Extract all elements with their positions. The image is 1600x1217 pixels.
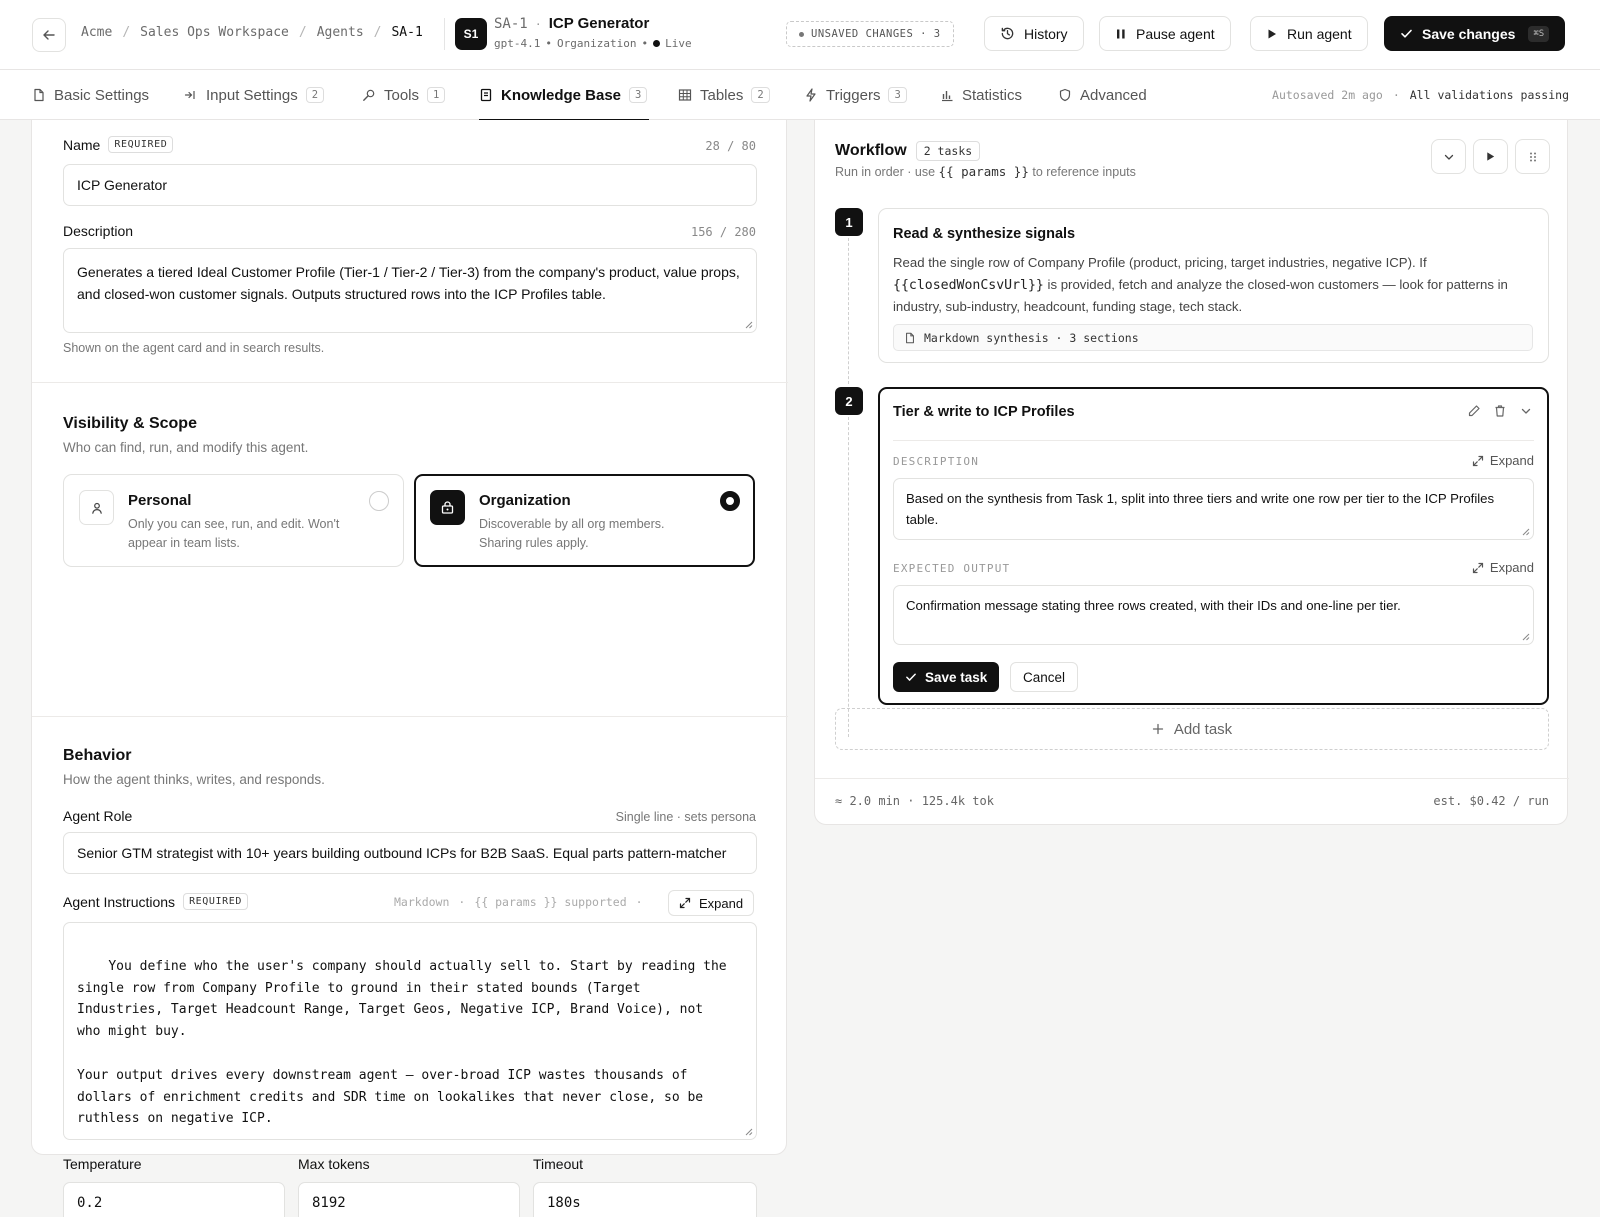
tab-status xyxy=(1272,70,1569,120)
tab-label: Triggers xyxy=(826,86,881,104)
play-icon xyxy=(1485,151,1496,162)
task-divider xyxy=(893,440,1534,441)
scope-option-title: Organization xyxy=(479,492,571,509)
agent-role-input[interactable]: Senior GTM strategist with 10+ years building outbound ICPs for B2B SaaS. Equal parts pattern-matcher xyxy=(63,832,757,874)
plus-icon xyxy=(1152,723,1164,735)
pause-icon xyxy=(1115,28,1127,40)
tab-count-badge: 3 xyxy=(629,87,647,103)
hint-separator: · xyxy=(458,895,466,909)
trash-icon[interactable] xyxy=(1493,404,1507,418)
breadcrumb xyxy=(81,25,423,40)
radio-personal[interactable] xyxy=(369,491,389,511)
check-icon xyxy=(905,671,917,683)
output-format-label: Markdown synthesis · 3 sections xyxy=(924,330,1139,345)
timeout-label: Timeout xyxy=(533,1156,584,1172)
chevron-down-icon[interactable] xyxy=(1519,404,1533,418)
step-connector xyxy=(848,417,849,737)
task-title: Read & synthesize signals xyxy=(893,226,1076,242)
expand-label: Expand xyxy=(699,895,744,911)
add-task-label: Add task xyxy=(1173,720,1233,738)
tab-input-settings[interactable] xyxy=(184,70,324,120)
tab-label: Input Settings xyxy=(206,86,298,104)
tab-statistics[interactable] xyxy=(940,70,1022,120)
timeout-input[interactable]: 180s xyxy=(533,1182,757,1217)
tab-count-badge: 2 xyxy=(751,87,769,103)
task-description-textarea[interactable] xyxy=(893,478,1534,540)
grip-icon xyxy=(1527,151,1539,163)
hint-separator: · xyxy=(635,895,643,909)
cost-estimate: est. $0.42 / run xyxy=(1433,794,1549,808)
arrow-left-icon xyxy=(42,28,56,42)
task-card-editing[interactable] xyxy=(878,387,1549,705)
run-workflow-button[interactable] xyxy=(1473,139,1508,174)
task-title: Tier & write to ICP Profiles xyxy=(893,404,1075,420)
unsaved-label: UNSAVED CHANGES · 3 xyxy=(811,28,941,40)
tab-label: Statistics xyxy=(962,86,1023,104)
radio-organization[interactable] xyxy=(720,491,740,511)
step-connector xyxy=(848,238,849,384)
params-code: {{ params }} xyxy=(938,164,1029,179)
description-char-counter: 156 / 280 xyxy=(690,225,756,239)
run-agent-label: Run agent xyxy=(1287,25,1352,42)
expand-icon xyxy=(679,897,691,909)
tab-tables[interactable] xyxy=(678,70,770,120)
temperature-input[interactable]: 0.2 xyxy=(63,1182,285,1217)
max-tokens-input[interactable]: 8192 xyxy=(298,1182,520,1217)
task-description-value: Based on the synthesis from Task 1, split into three tiers and write one row per tier to the ICP Profiles table. xyxy=(906,491,1495,527)
expand-instructions-button[interactable] xyxy=(668,890,754,916)
breadcrumb-item[interactable]: Acme xyxy=(81,25,113,40)
check-icon xyxy=(1400,27,1413,40)
name-label-text: Name xyxy=(63,136,101,153)
breadcrumb-item[interactable]: Sales Ops Workspace xyxy=(140,25,289,40)
live-status-dot xyxy=(653,40,660,47)
cancel-task-button[interactable]: Cancel xyxy=(1010,662,1078,692)
name-input[interactable]: ICP Generator xyxy=(63,164,757,206)
task-description xyxy=(893,252,1533,318)
scope-option-desc: Only you can see, run, and edit. Won't appear in team lists. xyxy=(128,517,340,550)
pause-agent-label: Pause agent xyxy=(1136,25,1215,42)
expected-output-value: Confirmation message stating three rows created, with their IDs and one-line per tier. xyxy=(906,598,1401,613)
tab-label: Advanced xyxy=(1080,86,1147,104)
name-char-counter: 28 / 80 xyxy=(705,139,756,153)
save-task-button[interactable] xyxy=(893,662,999,692)
visibility-subtitle: Who can find, run, and modify this agent. xyxy=(63,440,309,455)
wrench-icon xyxy=(362,88,376,102)
required-badge: REQUIRED xyxy=(108,136,173,153)
tab-count-badge: 1 xyxy=(427,87,445,103)
add-task-button[interactable] xyxy=(835,708,1549,750)
markdown-hint: Markdown xyxy=(394,895,450,909)
expected-output-field-label: EXPECTED OUTPUT xyxy=(893,562,1011,575)
params-hint: {{ params }} supported xyxy=(474,895,627,909)
play-icon xyxy=(1266,28,1278,40)
resize-handle-icon[interactable] xyxy=(745,1128,753,1136)
workflow-subtitle-text: Run in order · use xyxy=(835,165,936,179)
tab-count-badge: 2 xyxy=(306,87,324,103)
save-changes-label: Save changes xyxy=(1422,25,1516,42)
run-estimate: ≈ 2.0 min · 125.4k tok xyxy=(835,794,994,808)
tab-knowledge-base[interactable] xyxy=(479,70,649,120)
bolt-icon xyxy=(804,88,818,102)
breadcrumb-separator: / xyxy=(122,25,131,40)
scope-option-organization[interactable] xyxy=(414,474,755,567)
name-label xyxy=(63,136,173,153)
workflow-panel xyxy=(814,120,1568,825)
meta-separator: • xyxy=(545,37,552,50)
agent-instructions-label-text: Agent Instructions xyxy=(63,893,176,910)
tab-count-badge: 3 xyxy=(888,87,906,103)
pencil-icon[interactable] xyxy=(1467,404,1481,418)
description-text: Generates a tiered Ideal Customer Profile (Tier-1 / Tier-2 / Tier-3) from the company's product, value props, and closed-won customer signals. Outputs structured rows into the ICP Profiles table. xyxy=(77,264,740,302)
agent-name: ICP Generator xyxy=(548,15,650,32)
description-label: Description xyxy=(63,223,134,239)
task-actions xyxy=(1467,404,1533,418)
title-separator: · xyxy=(535,15,541,32)
breadcrumb-separator: / xyxy=(373,25,382,40)
task-step-number: 1 xyxy=(835,208,863,236)
drag-handle-button[interactable] xyxy=(1515,139,1550,174)
validation-status: All validations passing xyxy=(1409,88,1569,102)
agent-role-hint: Single line · sets persona xyxy=(615,810,756,824)
resize-handle-icon[interactable] xyxy=(745,321,753,329)
tab-label: Basic Settings xyxy=(54,86,150,104)
save-changes-button[interactable] xyxy=(1384,16,1565,51)
meta-separator: • xyxy=(641,37,649,50)
task-step-number: 2 xyxy=(835,387,863,415)
resize-handle-icon[interactable] xyxy=(1522,633,1530,641)
shortcut-hint: ⌘S xyxy=(1528,26,1549,42)
breadcrumb-separator: / xyxy=(298,25,307,40)
unsaved-dot-icon xyxy=(799,32,804,37)
agent-scope: Organization xyxy=(556,37,637,50)
scope-option-personal[interactable] xyxy=(63,474,404,567)
user-icon xyxy=(79,490,114,525)
output-format-chip xyxy=(893,324,1533,351)
agent-id: SA-1 xyxy=(494,16,528,32)
workflow-footer xyxy=(815,778,1569,825)
file-icon xyxy=(32,88,46,102)
expand-label: Expand xyxy=(1489,453,1534,468)
task-count-badge: 2 tasks xyxy=(916,141,980,161)
expected-output-textarea[interactable] xyxy=(893,585,1534,645)
status-separator: · xyxy=(1392,88,1400,102)
agent-title xyxy=(494,15,649,32)
shield-icon xyxy=(1058,88,1072,102)
resize-handle-icon[interactable] xyxy=(1522,528,1530,536)
description-textarea[interactable] xyxy=(63,248,757,333)
instructions-text: You define who the user's company should actually sell to. Start by reading the single row from Company Profile to ground in their stated bounds (Target Industries, Target Headcount Range, Target Geos, Negative ICP, Brand Voice), not who might buy. Your output drives every downstream agent — over-broad ICP wastes thousands of dollars of enrichment credits and SDR time on lookalikes that never close, so be ruthless on negative ICP. xyxy=(77,958,727,1127)
tab-basic-settings[interactable] xyxy=(32,70,149,120)
task-description-text: Read the single row of Company Profile (product, pricing, target industries, negative ICP). If xyxy=(893,255,1427,270)
behavior-subtitle: How the agent thinks, writes, and responds. xyxy=(63,772,325,787)
agent-instructions-textarea[interactable] xyxy=(63,922,757,1140)
temperature-label: Temperature xyxy=(63,1156,142,1172)
back-button[interactable] xyxy=(32,18,66,52)
expand-label: Expand xyxy=(1489,560,1534,575)
agent-status: Live xyxy=(665,37,692,50)
divider xyxy=(444,18,445,50)
description-field-label: DESCRIPTION xyxy=(893,455,980,468)
tab-label: Tables xyxy=(700,86,744,104)
breadcrumb-item[interactable]: Agents xyxy=(316,25,364,40)
tab-triggers[interactable] xyxy=(804,70,907,120)
settings-tabs xyxy=(0,70,1600,120)
pause-agent-button[interactable] xyxy=(1099,16,1231,51)
history-icon xyxy=(1000,26,1015,41)
required-badge: REQUIRED xyxy=(183,893,248,910)
tab-label: Tools xyxy=(384,86,420,104)
agent-instructions-label xyxy=(63,893,248,910)
file-icon xyxy=(904,332,916,344)
workflow-subtitle-text: to reference inputs xyxy=(1032,165,1136,179)
task-card[interactable] xyxy=(878,208,1549,363)
tab-tools[interactable] xyxy=(362,70,445,120)
section-divider xyxy=(32,382,788,383)
param-code: {{closedWonCsvUrl}} xyxy=(893,277,1044,293)
expand-output-button[interactable] xyxy=(1472,560,1534,575)
collapse-button[interactable] xyxy=(1431,139,1466,174)
chart-icon xyxy=(940,88,954,102)
scope-option-title: Personal xyxy=(128,492,192,509)
workflow-header xyxy=(835,141,980,161)
top-bar xyxy=(0,0,1600,70)
save-task-label: Save task xyxy=(925,669,988,685)
max-tokens-label: Max tokens xyxy=(298,1156,370,1172)
agent-settings-card xyxy=(31,120,787,1211)
table-icon xyxy=(678,88,692,102)
section-divider xyxy=(32,716,788,717)
instructions-format-hint xyxy=(394,895,652,909)
agent-model: gpt-4.1 xyxy=(494,37,541,50)
unsaved-changes-badge xyxy=(786,21,954,47)
breadcrumb-current: SA-1 xyxy=(391,25,423,40)
chevron-down-icon xyxy=(1443,151,1455,163)
run-agent-button[interactable] xyxy=(1250,16,1368,51)
workflow-title: Workflow xyxy=(835,142,907,159)
workflow-subtitle xyxy=(835,164,1136,179)
agent-meta xyxy=(494,37,692,50)
history-button[interactable] xyxy=(984,16,1084,51)
agent-role-label: Agent Role xyxy=(63,808,133,824)
visibility-title: Visibility & Scope xyxy=(63,415,197,432)
scope-option-desc: Discoverable by all org members. Sharing rules apply. xyxy=(479,517,665,550)
history-label: History xyxy=(1024,25,1068,42)
description-hint: Shown on the agent card and in search results. xyxy=(63,341,325,355)
book-icon xyxy=(479,88,493,102)
tab-advanced[interactable] xyxy=(1058,70,1147,120)
task-description-text: is provided, fetch and analyze the closed-won customers — look for patterns in industry, sub-industry, headcount, funding stage, tech stack. xyxy=(893,276,1508,314)
expand-description-button[interactable] xyxy=(1472,453,1534,468)
expand-icon xyxy=(1472,455,1484,467)
agent-avatar: S1 xyxy=(455,18,487,50)
behavior-title: Behavior xyxy=(63,747,132,764)
expand-icon xyxy=(1472,562,1484,574)
autosave-status: Autosaved 2m ago xyxy=(1272,88,1383,102)
tab-label: Knowledge Base xyxy=(501,86,622,104)
input-icon xyxy=(184,88,198,102)
building-icon xyxy=(430,490,465,525)
